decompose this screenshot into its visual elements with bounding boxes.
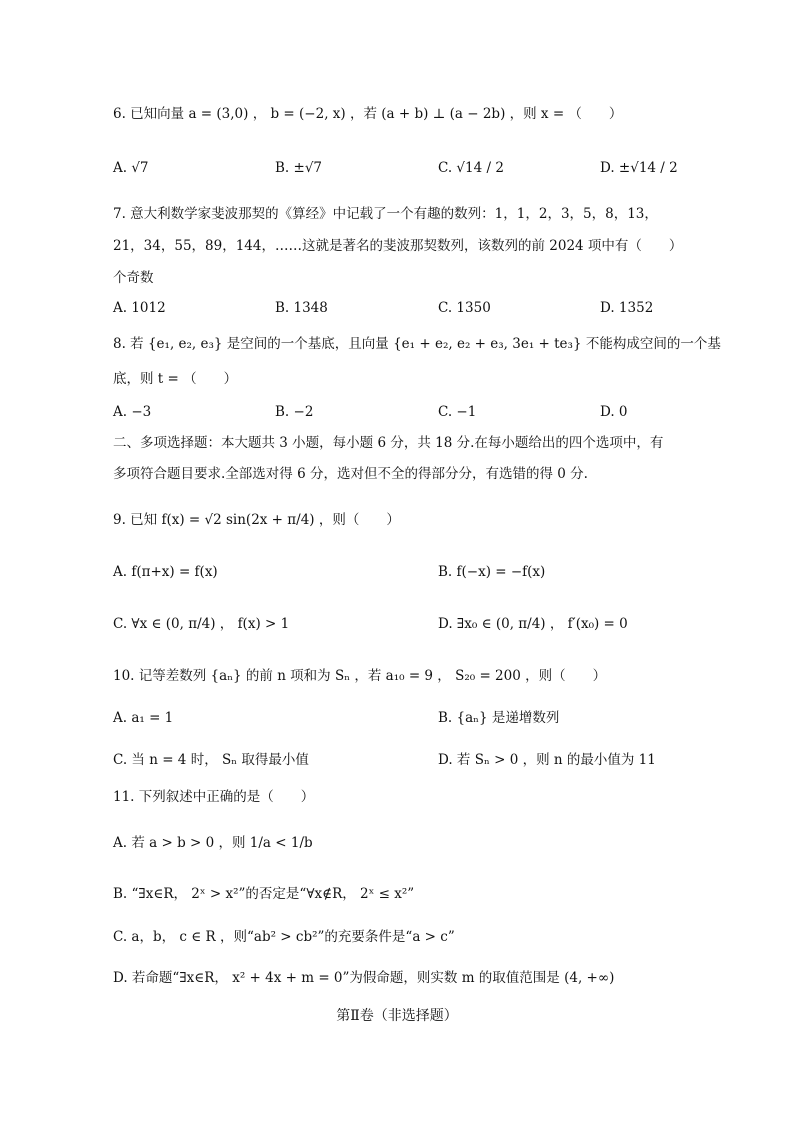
q9-option-c: C. ∀x ∈ (0, π/4) ， f(x) > 1: [113, 616, 290, 632]
q11-option-a: A. 若 a > b > 0 ，则 1/a < 1/b: [113, 835, 313, 851]
q8-stem-line-1: 8. 若 {e₁, e₂, e₃} 是空间的一个基底，且向量 {e₁ + e₂, e₂ + e₃, 3e₁ + te₃} 不能构成空间的一个基: [113, 336, 721, 352]
q11-option-c: C. a，b， c ∈ R ，则“ab² > cb²”的充要条件是“a > c”: [113, 929, 455, 945]
q6-option-a: A. √7: [113, 160, 149, 176]
q6-stem: 6. 已知向量 a = (3,0) ， b = (−2, x) ，若 (a + b) ⊥ (a − 2b) ，则 x = （ ）: [113, 106, 623, 122]
q9-option-b: B. f(−x) = −f(x): [438, 564, 546, 580]
q6-option-c: C. √14 / 2: [438, 160, 504, 176]
q10-option-a: A. a₁ = 1: [113, 710, 174, 726]
q11-option-b: B. “∃x∈R， 2ˣ > x²”的否定是“∀x∉R， 2ˣ ≤ x²”: [113, 886, 415, 902]
q11-stem: 11. 下列叙述中正确的是（ ）: [113, 789, 315, 805]
q10-option-b: B. {aₙ} 是递增数列: [438, 710, 560, 726]
q9-stem: 9. 已知 f(x) = √2 sin(2x + π/4) ，则（ ）: [113, 512, 400, 528]
q9-option-a: A. f(π+x) = f(x): [113, 564, 218, 580]
q7-stem-line-1: 7. 意大利数学家斐波那契的《算经》中记载了一个有趣的数列：1，1，2，3，5，8，13，: [113, 206, 658, 222]
q6-option-d: D. ±√14 / 2: [600, 160, 678, 176]
q7-stem-line-2: 21，34，55，89，144，……这就是著名的斐波那契数列，该数列的前 2024 项中有（ ）: [113, 238, 683, 254]
q7-option-d: D. 1352: [600, 300, 654, 316]
section2-heading-line-2: 多项符合题目要求.全部选对得 6 分，选对但不全的得部分分，有选错的得 0 分.: [113, 466, 588, 482]
q10-option-c: C. 当 n = 4 时， Sₙ 取得最小值: [113, 752, 309, 768]
q7-option-a: A. 1012: [113, 300, 166, 316]
q9-option-d: D. ∃x₀ ∈ (0, π/4) ， f′(x₀) = 0: [438, 616, 628, 632]
q7-stem-line-3: 个奇数: [113, 270, 154, 286]
q8-option-b: B. −2: [275, 404, 314, 420]
section-footer-title: 第Ⅱ卷（非选择题）: [336, 1008, 458, 1024]
q7-option-c: C. 1350: [438, 300, 491, 316]
q8-option-a: A. −3: [113, 404, 152, 420]
q8-option-c: C. −1: [438, 404, 477, 420]
section2-heading-line-1: 二、多项选择题：本大题共 3 小题，每小题 6 分，共 18 分.在每小题给出的四个选项中，有: [113, 435, 664, 451]
q10-option-d: D. 若 Sₙ > 0 ，则 n 的最小值为 11: [438, 752, 656, 768]
q7-option-b: B. 1348: [275, 300, 328, 316]
q8-stem-line-2: 底，则 t = （ ）: [113, 371, 238, 387]
q6-option-b: B. ±√7: [275, 160, 323, 176]
q11-option-d: D. 若命题“∃x∈R， x² + 4x + m = 0”为假命题，则实数 m 的取值范围是 (4, +∞): [113, 970, 615, 986]
q10-stem: 10. 记等差数列 {aₙ} 的前 n 项和为 Sₙ ，若 a₁₀ = 9 ， S₂₀ = 200 ，则（ ）: [113, 668, 607, 684]
q8-option-d: D. 0: [600, 404, 628, 420]
